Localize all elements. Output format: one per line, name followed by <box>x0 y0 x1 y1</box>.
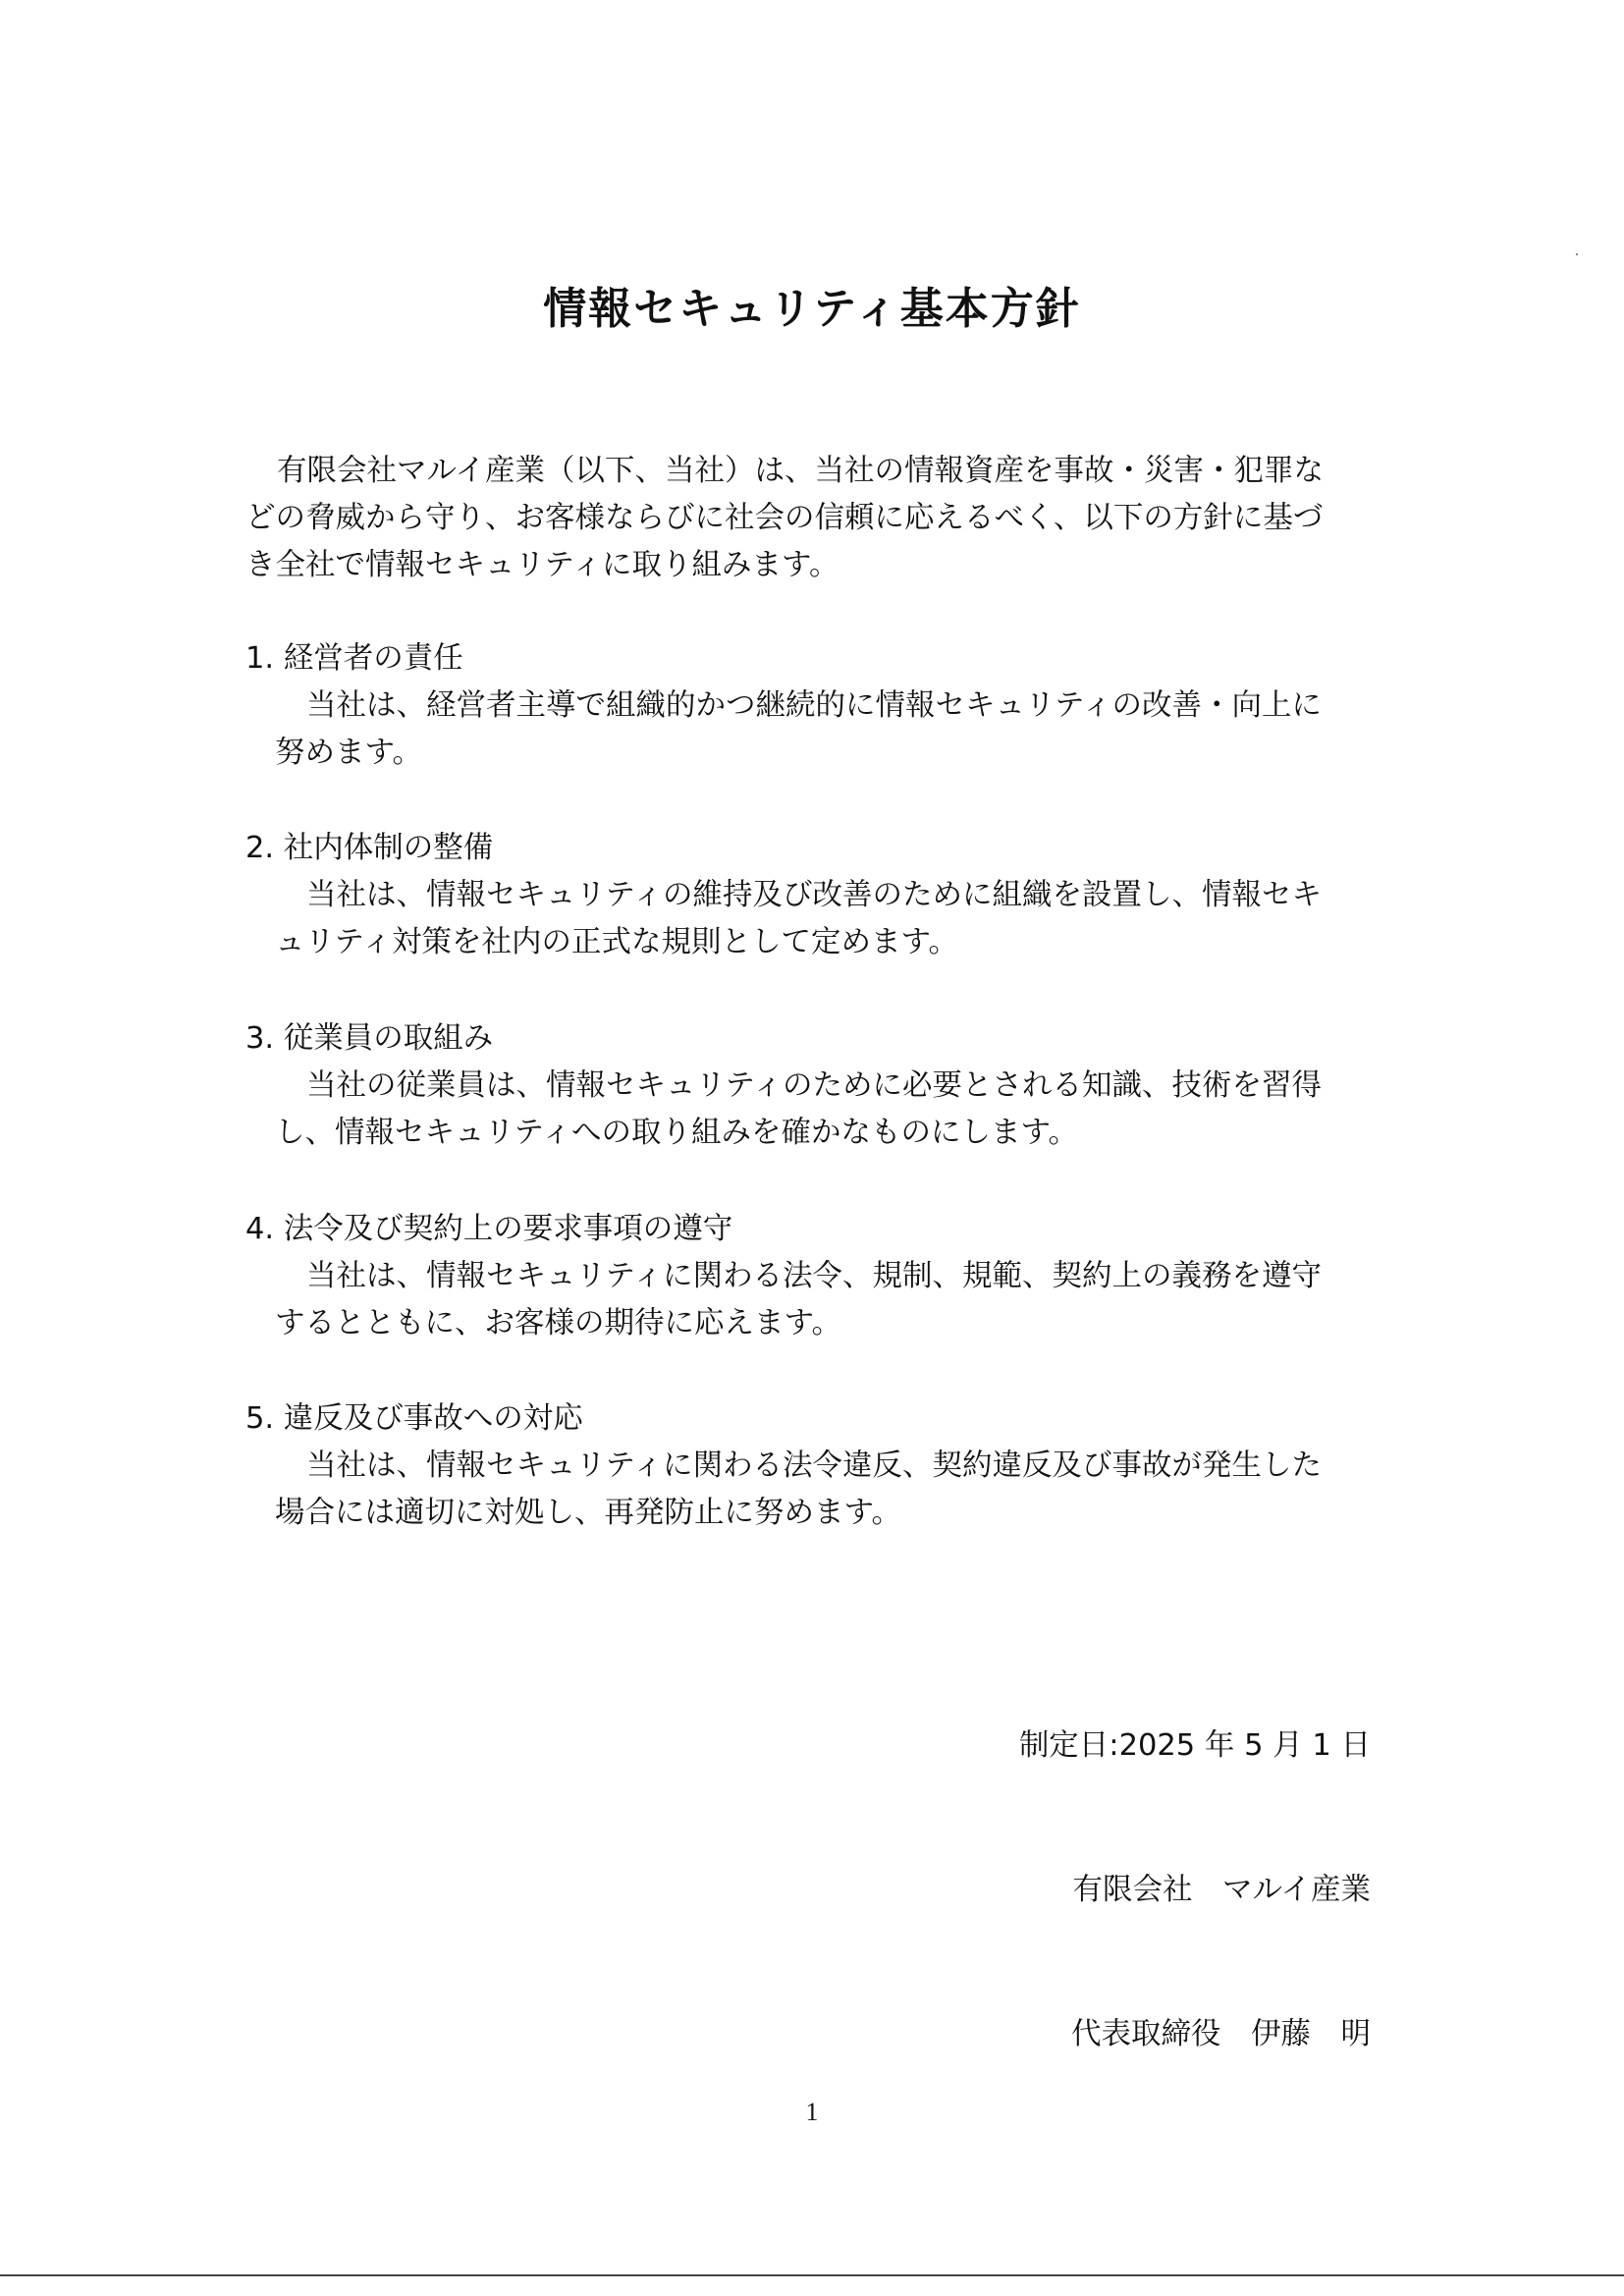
section-heading: 2. 社内体制の整備 <box>245 831 494 865</box>
section-heading: 4. 法令及び契約上の要求事項の遵守 <box>245 1212 733 1246</box>
section-text: 場合には適切に対処し、再発防止に努めます。 <box>275 1496 902 1530</box>
intro-paragraph <box>245 448 1375 589</box>
section-text: し、情報セキュリティへの取り組みを確かなものにします。 <box>275 1116 1079 1150</box>
policy-section-5 <box>245 1395 1375 1537</box>
section-text: 当社の従業員は、情報セキュリティのために必要とされる知識、技術を習得 <box>306 1068 1322 1103</box>
enactment-date: 制定日:2025 年 5 月 1 日 <box>1018 1728 1371 1763</box>
signature-block <box>1019 1625 1371 2155</box>
section-text: するとともに、お客様の期待に応えます。 <box>275 1306 842 1340</box>
company-name: 有限会社 マルイ産業 <box>1072 1873 1371 1907</box>
intro-line: き全社で情報セキュリティに取り組みます。 <box>245 548 839 582</box>
policy-section-2 <box>245 825 1375 966</box>
section-text: 努めます。 <box>275 736 423 770</box>
policy-section-1 <box>245 635 1375 777</box>
section-heading: 5. 違反及び事故への対応 <box>245 1401 583 1436</box>
bottom-rule <box>0 2274 1624 2276</box>
representative-name: 代表取締役 伊藤 明 <box>1071 2017 1371 2051</box>
section-heading: 3. 従業員の取組み <box>245 1021 494 1056</box>
section-text: 当社は、経営者主導で組織的かつ継続的に情報セキュリティの改善・向上に <box>306 688 1322 723</box>
section-text: 当社は、情報セキュリティに関わる法令、規制、規範、契約上の義務を遵守 <box>306 1259 1322 1293</box>
intro-line: どの脅威から守り、お客様ならびに社会の信頼に応えるべく、以下の方針に基づ <box>245 501 1324 535</box>
section-text: 当社は、情報セキュリティに関わる法令違反、契約違反及び事故が発生した <box>306 1449 1322 1483</box>
scan-speck <box>1576 253 1578 255</box>
page-number: 1 <box>805 2098 819 2126</box>
policy-section-3 <box>245 1015 1375 1157</box>
section-text: 当社は、情報セキュリティの維持及び改善のために組織を設置し、情報セキ <box>306 878 1322 912</box>
intro-line: 有限会社マルイ産業（以下、当社）は、当社の情報資産を事故・災害・犯罪な <box>277 454 1324 488</box>
section-text: ュリティ対策を社内の正式な規則として定めます。 <box>275 925 959 959</box>
document-title: 情報セキュリティ基本方針 <box>543 284 1081 334</box>
policy-section-4 <box>245 1206 1375 1347</box>
section-heading: 1. 経営者の責任 <box>245 641 463 676</box>
